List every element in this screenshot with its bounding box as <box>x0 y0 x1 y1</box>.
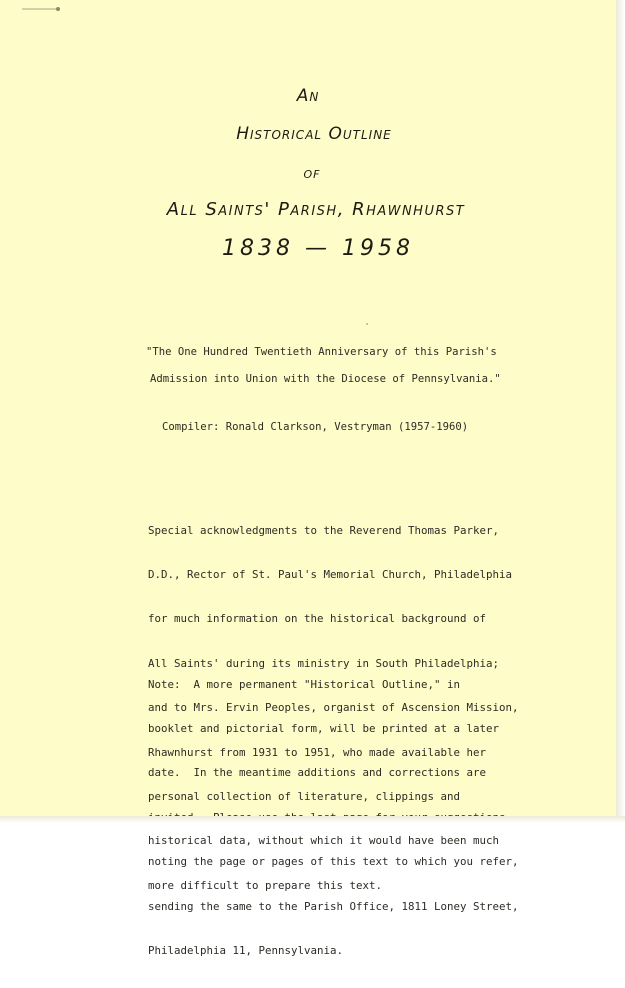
acknowledgments-line: and to Mrs. Ervin Peoples, organist of Ascension Mission, <box>148 701 519 715</box>
note-line: date. In the meantime additions and corrections are <box>148 766 487 780</box>
note-line: sending the same to the Parish Office, 1811 Loney Street, <box>148 899 519 913</box>
acknowledgments-line: personal collection of literature, clippings and <box>148 789 461 803</box>
acknowledgments-line: D.D., Rector of St. Paul's Memorial Church, Philadelphia <box>148 567 513 581</box>
note-line: booklet and pictorial form, will be printed at a later <box>148 721 500 735</box>
acknowledgments-line: more difficult to prepare this text. <box>148 878 383 892</box>
note-line: noting the page or pages of this text to which you refer, <box>148 855 519 869</box>
scan-mark <box>22 8 60 10</box>
acknowledgments-line: Rhawnhurst from 1931 to 1951, who made available her <box>148 745 487 759</box>
note-line: Note: A more permanent "Historical Outline," in <box>148 677 461 691</box>
paper-speck <box>366 323 368 325</box>
title-line-parish-name: All Saints' Parish, Rhawnhurst <box>166 199 466 220</box>
subtitle-line-1: "The One Hundred Twentieth Anniversary of this Parish's <box>146 346 497 358</box>
page-shadow-bottom <box>0 816 625 823</box>
title-line-historical-outline: Historical Outline <box>236 124 392 144</box>
page-shadow-right <box>616 0 625 823</box>
title-line-an: An <box>296 86 320 106</box>
acknowledgments-line: Special acknowledgments to the Reverend Thomas Parker, <box>148 523 500 537</box>
title-years: 1838 — 1958 <box>222 236 414 261</box>
subtitle-line-2: Admission into Union with the Diocese of Pennsylvania." <box>150 373 501 385</box>
title-line-of: of <box>303 164 321 182</box>
compiler-credit: Compiler: Ronald Clarkson, Vestryman (1957-1960) <box>162 421 469 433</box>
acknowledgments-line: for much information on the historical background of <box>148 612 487 626</box>
acknowledgments-line: All Saints' during its ministry in South Philadelphia; <box>148 656 500 670</box>
acknowledgments-line: historical data, without which it would have been much <box>148 834 500 848</box>
scan-mark-dot <box>56 7 60 11</box>
note-line: Philadelphia 11, Pennsylvania. <box>148 943 344 957</box>
